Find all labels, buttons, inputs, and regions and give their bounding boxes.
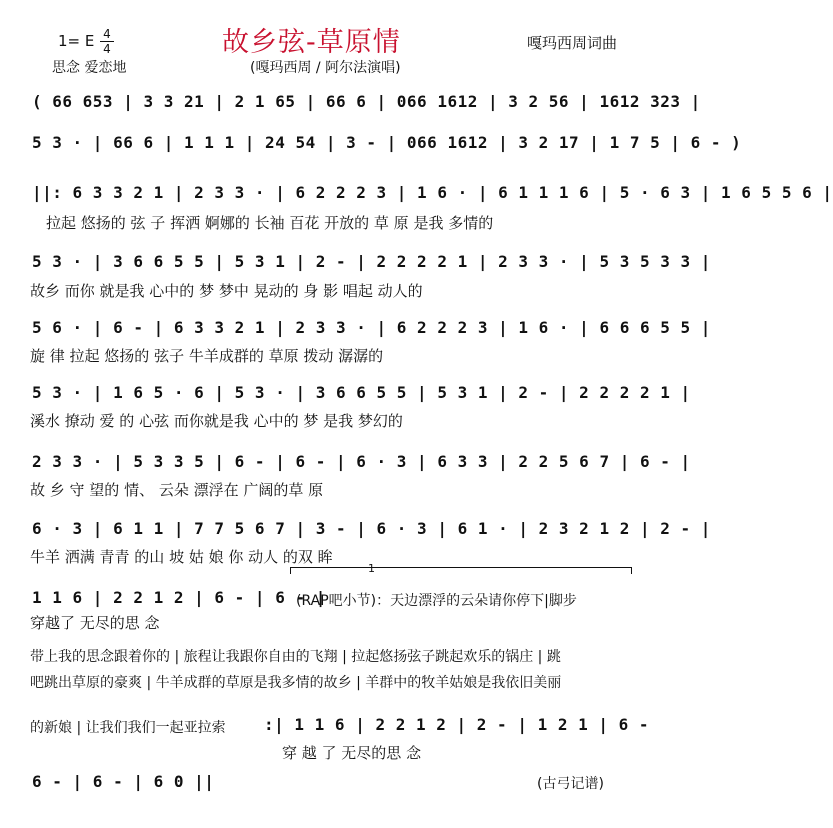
lyrics-7: 故 乡 守 望的 情、 云朵 漂浮在 广阔的草 原 — [30, 481, 324, 499]
notes-6: 5 3 · | 1 6 5 · 6 | 5 3 · | 3 6 6 5 5 | 5 3 1 | 2 - | 2 2 2 2 1 | — [32, 383, 691, 402]
notes-9: 1 1 6 | 2 2 1 2 | 6 - | 6 - | — [32, 588, 326, 607]
key-signature: 1= E — [58, 32, 95, 50]
final-notes: 6 - | 6 - | 6 0 || — [32, 772, 215, 791]
staff-line-3 — [0, 183, 833, 207]
lyrics-3: 拉起 悠扬的 弦 子 挥洒 婀娜的 长袖 百花 开放的 草 原 是我 多情的 — [46, 214, 494, 232]
rap-line-4: 的新娘 | 让我们我们一起亚拉索 — [30, 720, 226, 736]
notes-1: ( 66 653 | 3 3 21 | 2 1 65 | 66 6 | 066 1612 | 3 2 56 | 1612 323 | — [32, 92, 701, 111]
lyrics-4: 故乡 而你 就是我 心中的 梦 梦中 晃动的 身 影 唱起 动人的 — [30, 282, 423, 300]
rap-line-1: (RAP吧小节)：天边漂浮的云朵请你停下|脚步 — [296, 593, 577, 609]
transcriber-stamp: (古弓记谱) — [537, 776, 604, 792]
notes-7: 2 3 3 · | 5 3 3 5 | 6 - | 6 - | 6 · 3 | 6 3 3 | 2 2 5 6 7 | 6 - | — [32, 452, 691, 471]
ending-notes: :| 1 1 6 | 2 2 1 2 | 2 - | 1 2 1 | 6 - — [264, 715, 650, 734]
rap-line-3: 吧跳出草原的豪爽 | 牛羊成群的草原是我多情的故乡 | 羊群中的牧羊姑娘是我依旧美丽 — [30, 675, 562, 691]
meter-bottom: 4 — [103, 42, 111, 56]
staff-line-1 — [0, 92, 701, 116]
staff-line-8 — [0, 519, 711, 543]
volta-bracket — [290, 567, 632, 574]
staff-line-4 — [0, 252, 711, 276]
notes-2: 5 3 · | 66 6 | 1 1 1 | 24 54 | 3 - | 066 1612 | 3 2 17 | 1 7 5 | 6 - ) — [32, 133, 742, 152]
staff-line-6 — [0, 383, 691, 407]
meter-top: 4 — [103, 27, 111, 41]
credit: 嘎玛西周词曲 — [527, 34, 618, 52]
lyrics-9: 穿越了 无尽的思 念 — [30, 614, 160, 632]
lyrics-5: 旋 律 拉起 悠扬的 弦子 牛羊成群的 草原 拨动 潺潺的 — [30, 347, 384, 365]
ending-lyrics: 穿 越 了 无尽的思 念 — [282, 744, 422, 762]
staff-line-7 — [0, 452, 691, 476]
lyrics-6: 溪水 撩动 爱 的 心弦 而你就是我 心中的 梦 是我 梦幻的 — [30, 412, 403, 430]
time-signature — [100, 28, 114, 55]
staff-line-5 — [0, 318, 711, 342]
notes-4: 5 3 · | 3 6 6 5 5 | 5 3 1 | 2 - | 2 2 2 2 1 | 2 3 3 · | 5 3 5 3 3 | — [32, 252, 711, 271]
notes-5: 5 6 · | 6 - | 6 3 3 2 1 | 2 3 3 · | 6 2 2 2 3 | 1 6 · | 6 6 6 5 5 | — [32, 318, 711, 337]
song-title: 故乡弦-草原情 — [222, 27, 401, 58]
staff-line-2 — [0, 133, 742, 157]
lyrics-8: 牛羊 洒满 青青 的山 坡 姑 娘 你 动人 的双 眸 — [30, 548, 333, 566]
volta-label: 1 — [368, 562, 375, 575]
mood-marking: 思念 爱恋地 — [52, 60, 127, 76]
notes-8: 6 · 3 | 6 1 1 | 7 7 5 6 7 | 3 - | 6 · 3 | 6 1 · | 2 3 2 1 2 | 2 - | — [32, 519, 711, 538]
rap-line-2: 带上我的思念跟着你的 | 旅程让我跟你自由的飞翔 | 拉起悠扬弦子跳起欢乐的锅庄 | 跳 — [30, 649, 561, 665]
singers: (嘎玛西周 / 阿尔法演唱) — [250, 60, 401, 76]
notes-3: ||: 6 3 3 2 1 | 2 3 3 · | 6 2 2 2 3 | 1 6 · | 6 1 1 1 6 | 5 · 6 3 | 1 6 5 5 6 | — [32, 183, 833, 202]
